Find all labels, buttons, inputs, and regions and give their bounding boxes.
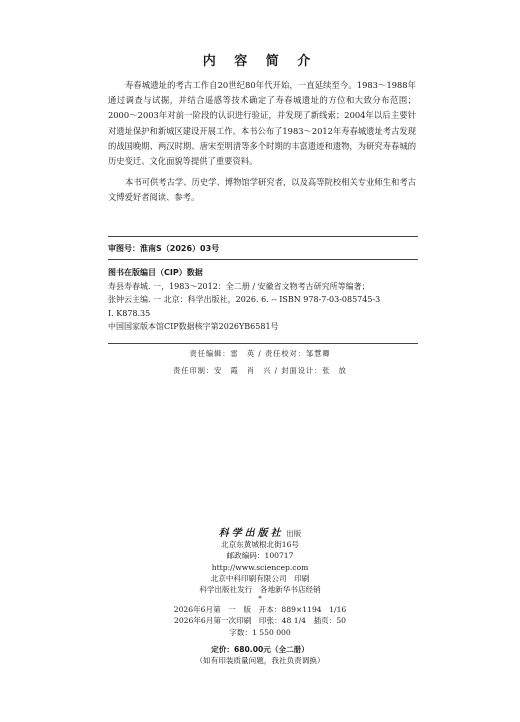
- map-approval-number: 审图号：淮南S（2026）03号: [108, 244, 220, 253]
- distribution: 科学出版社发行 各地新华书店经销: [199, 585, 321, 595]
- quality-notice: （如有印装质量问题，我社负责调换）: [195, 656, 325, 666]
- page-title: 内 容 简 介: [202, 54, 318, 69]
- cip-block: [108, 266, 418, 334]
- summary-paragraph-1: 寿春城遗址的考古工作自20世纪80年代开始，一直延续至今。1983～1988年通过调查与试掘，并结合遥感等技术确定了寿春城遗址的方位和大致分布范围；2000～2003年对前一阶段的认识进行验证，并发现了新线索；2004年以后主要针对遗址保护和新城区建设开展工作。本书公布了1983～2012年寿春城遗址考古发现的战国晚期、两汉时期、唐宋至明清等多个时期的丰富遗迹和遗物，为研究寿春城的历史变迁、文化面貌等提供了重要资料。: [108, 80, 416, 167]
- divider-top: [108, 236, 418, 237]
- divider-middle: [108, 259, 418, 260]
- cip-heading: 图书在版编目（CIP）数据: [108, 268, 203, 277]
- publisher-logo: 科学出版社: [218, 528, 284, 539]
- price: 定价：680.00元（全二册）: [211, 644, 309, 654]
- word-count: 字数：1 550 000: [229, 627, 291, 637]
- publisher-suffix: 出版: [286, 529, 302, 538]
- cip-line: Ⅰ. K878.35: [108, 308, 151, 318]
- cip-line: 中国国家版本馆CIP数据核字第2026YB6581号: [108, 322, 279, 332]
- editor-credits: 责任编辑：雷 英 / 责任校对：邹慧卿: [189, 349, 331, 358]
- divider-bottom: [108, 343, 418, 344]
- separator-mark: *: [258, 595, 262, 604]
- cip-line: 张钟云主编. 一 北京：科学出版社，2026. 6. -- ISBN 978-7-03-085745-3: [108, 295, 381, 305]
- content-summary: [108, 78, 416, 212]
- printer: 北京中科印刷有限公司 印刷: [210, 573, 310, 583]
- cip-line: 寿县寿春城. 一，1983～2012：全二册 / 安徽省文物考古研究所等编著；: [108, 281, 370, 291]
- website: http://www.sciencep.com: [211, 562, 309, 572]
- edition-info: 2026年6月第 一 版 开本：889×1194 1/16: [173, 605, 347, 615]
- summary-paragraph-2: 本书可供考古学、历史学、博物馆学研究者，以及高等院校相关专业师生和考古文博爱好者阅读、参考。: [108, 177, 416, 203]
- postcode: 邮政编码：100717: [226, 551, 294, 561]
- printing-info: 2026年6月第一次印刷 印张：48 1/4 插页：50: [173, 616, 347, 626]
- publisher-line: [0, 528, 520, 539]
- production-credits: 责任印制：安 霞 肖 兴 / 封面设计：张 放: [173, 366, 347, 375]
- publisher-address: 北京东黄城根北街16号: [220, 540, 299, 550]
- publication-info: [0, 528, 520, 666]
